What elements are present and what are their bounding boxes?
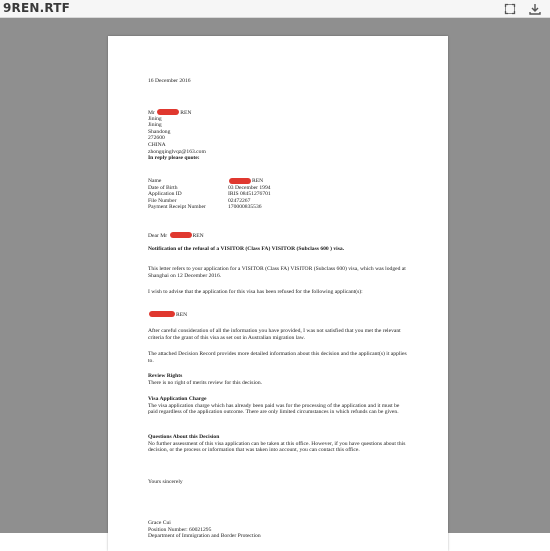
paragraph: The attached Decision Record provides more detailed information about this decision and the applicant(s) it applies to. — [148, 351, 407, 364]
detail-row — [148, 198, 271, 205]
reference-details — [148, 178, 271, 211]
position-number: Position Number: 60021295 — [148, 526, 212, 533]
title-bar — [0, 0, 550, 18]
questions-section — [148, 434, 410, 454]
redaction-mark — [229, 178, 251, 184]
detail-value: 03 December 1994 — [228, 184, 271, 191]
address-line: Shandong — [148, 128, 171, 135]
closing: Yours sincerely — [148, 479, 183, 485]
detail-row — [148, 204, 271, 211]
recipient-surname: REN — [180, 110, 192, 116]
address-line: Jining — [148, 115, 162, 122]
detail-key: Payment Receipt Number — [148, 204, 206, 211]
detail-value: 170000835536 — [228, 204, 262, 211]
detail-row — [148, 191, 271, 198]
address-line: zhongqinglvqz@163.com — [148, 148, 206, 155]
section-heading: Questions About this Decision — [148, 434, 220, 440]
recipient-name-line — [148, 109, 206, 116]
reply-quote-label: In reply please quote: — [148, 155, 200, 162]
file-name: 9REN.RTF — [3, 1, 71, 15]
detail-key: Application ID — [148, 191, 182, 198]
signatory-name: Grace Cui — [148, 520, 171, 526]
paragraph: After careful consideration of all the information you have provided, I was not satisfied that you met the relevant criteria for the grant of this visa as set out in Australian migration law. — [148, 328, 401, 341]
letter-date: 16 December 2016 — [148, 78, 191, 84]
document-viewer[interactable] — [0, 18, 550, 540]
paragraph: This letter refers to your application for a VISITOR (Class FA) VISITOR (Subclass 600) visa, which was lodged at Shanghai on 12 December 2016. — [148, 266, 406, 279]
salutation — [148, 232, 410, 240]
section-heading: Review Rights — [148, 373, 183, 379]
paragraph: I wish to advise that the application for this visa has been refused for the following applicant(s): — [148, 289, 363, 295]
address-line: 272600 — [148, 135, 165, 142]
salutation-prefix: Dear Mr — [148, 233, 168, 239]
applicant-line — [148, 311, 410, 319]
section-heading: Visa Application Charge — [148, 396, 207, 402]
detail-value: IRIS 08451276701 — [228, 191, 271, 198]
charge-section — [148, 396, 410, 416]
address-line: Jining — [148, 122, 162, 129]
document-page — [108, 36, 448, 551]
salutation-surname: REN — [192, 233, 204, 239]
department-name: Department of Immigration and Border Protection — [148, 533, 261, 540]
detail-key: File Number — [148, 197, 177, 204]
section-text: There is no right of merits review for this decision. — [148, 379, 263, 386]
detail-value: 02472267 — [228, 197, 251, 204]
redaction-mark — [149, 311, 175, 317]
section-text: No further assessment of this visa application can be taken at this office. However, if you have questions about this decision, or the process or information that was taken into account, you can contact this office. — [148, 440, 406, 454]
recipient-address — [148, 109, 206, 162]
redaction-mark — [170, 232, 192, 238]
signature-block — [148, 520, 410, 540]
letter-subject: Notification of the refusal of a VISITOR (Class FA) VISITOR (Subclass 600 ) visa. — [148, 246, 345, 252]
detail-value: REN — [252, 178, 264, 184]
address-line: CHINA — [148, 141, 166, 148]
fit-page-icon[interactable] — [503, 2, 517, 16]
detail-row — [148, 185, 271, 192]
detail-key: Date of Birth — [148, 184, 178, 191]
section-text: The visa application charge which has already been paid was for the processing of the application and it must be paid regardless of the application outcome. There are only limited circumstances in which refunds can be given. — [148, 402, 400, 416]
redaction-mark — [157, 109, 179, 115]
detail-row — [148, 178, 271, 185]
applicant-surname: REN — [176, 312, 188, 318]
detail-key: Name — [148, 178, 162, 184]
recipient-prefix: Mr — [148, 110, 155, 116]
review-section — [148, 373, 410, 386]
download-icon[interactable] — [528, 2, 542, 16]
